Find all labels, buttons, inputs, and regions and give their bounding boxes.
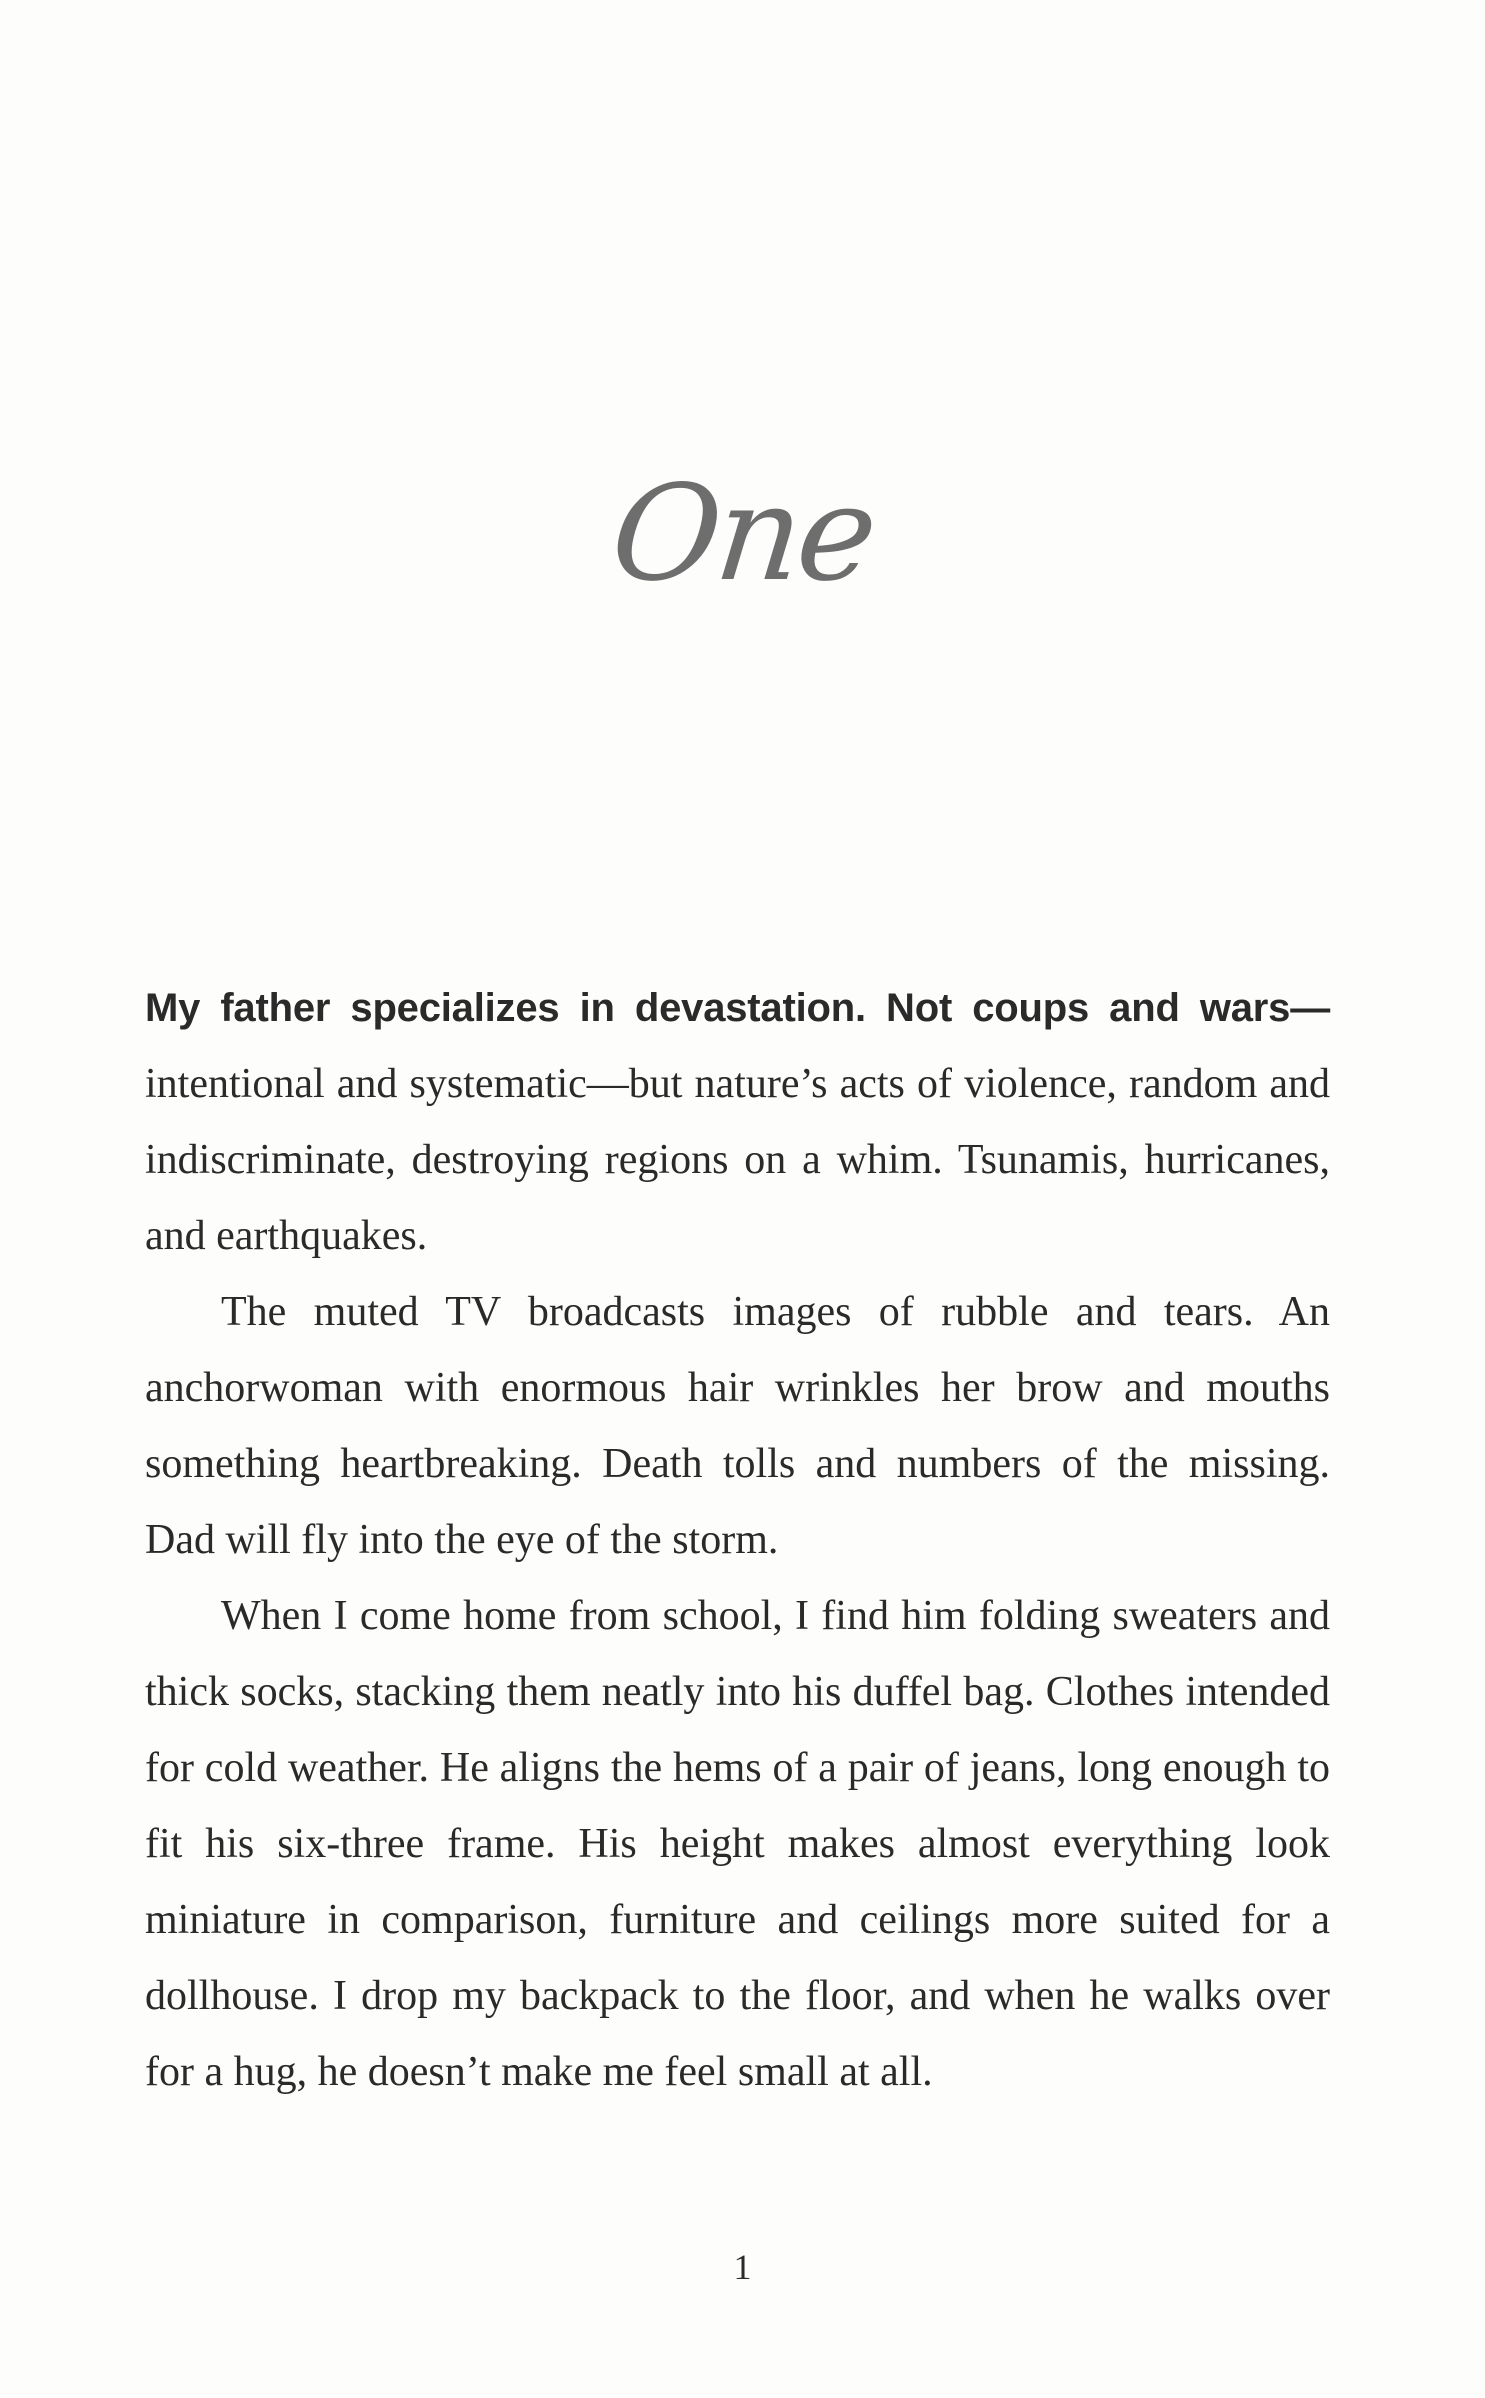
paragraph-1-lead-in: My father specializes in devastation. Not coups and wars—: [145, 986, 1330, 1030]
paragraph-2-text: The muted TV broadcasts images of rubble and tears. An anchorwoman with enormous hair wrinkles her brow and mouths something heartbreaking. Death tolls and numbers of the missing. Dad will fly into the eye of the storm.: [145, 1289, 1330, 1563]
page-number: 1: [733, 2247, 752, 2287]
paragraph-2: [145, 1274, 1330, 1578]
paragraph-3: [145, 1578, 1330, 2110]
chapter-title: One: [604, 457, 881, 611]
paragraph-3-text: When I come home from school, I find him folding sweaters and thick socks, stacking them neatly into his duffel bag. Clothes intended for cold weather. He aligns the hems of a pair of jeans, long enough to fit his six-three frame. His height makes almost everything look miniature in comparison, furniture and ceilings more suited for a dollhouse. I drop my backpack to the floor, and when he walks over for a hug, he doesn’t make me feel small at all.: [145, 1593, 1330, 2095]
chapter-body: [145, 970, 1330, 2110]
paragraph-1: [145, 970, 1330, 1274]
paragraph-1-text: intentional and systematic—but nature’s acts of violence, random and indiscriminate, destroying regions on a whim. Tsunamis, hurricanes, and earthquakes.: [145, 1061, 1330, 1259]
